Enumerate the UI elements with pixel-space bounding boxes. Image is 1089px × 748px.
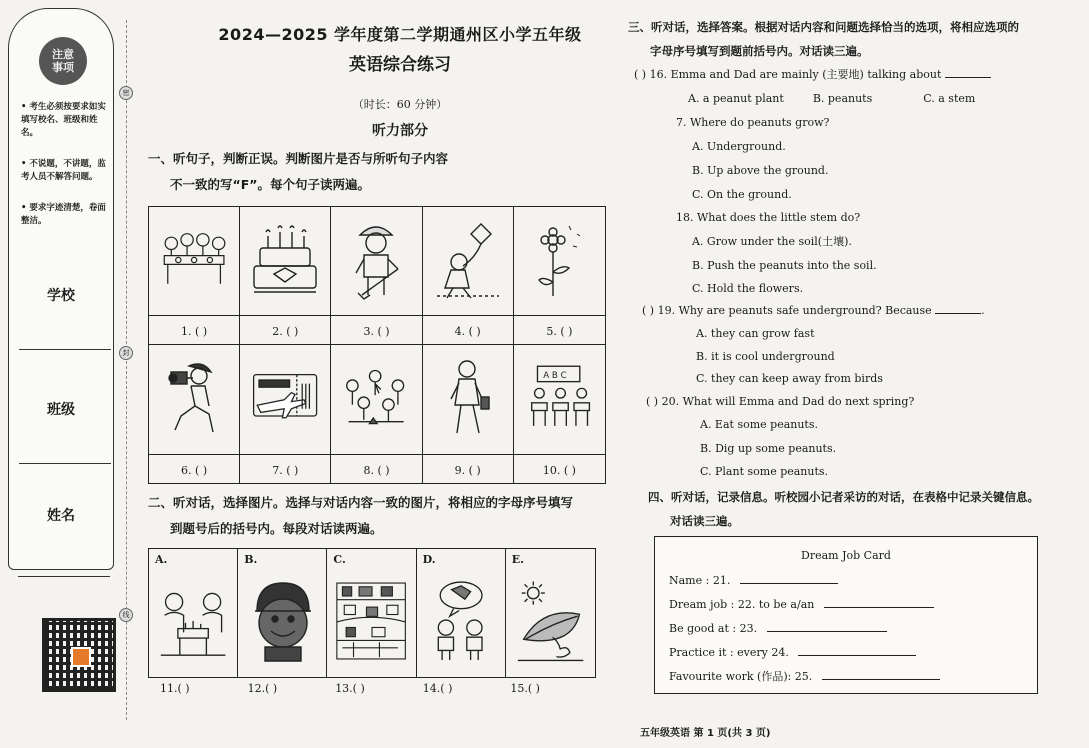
section3-instruction — [628, 18, 1068, 60]
binding-hole-icon: 线 — [119, 608, 133, 622]
option[interactable]: B. Push the peanuts into the soil. — [692, 259, 877, 272]
girl-kite-icon — [433, 217, 503, 303]
instruction-line: 对话读三遍。 — [670, 514, 739, 528]
picture-option-a — [149, 549, 238, 677]
answer-blank[interactable] — [935, 313, 981, 314]
section2-picture-row — [148, 548, 596, 678]
picture-cell-10 — [514, 345, 605, 483]
qr-code-icon — [42, 618, 116, 692]
answer-blank[interactable]: 10. ( ) — [542, 464, 576, 477]
dream-job-card — [654, 536, 1038, 694]
picture-cell-9 — [423, 345, 514, 483]
school-label: 学校 — [47, 288, 75, 304]
card-row-practice — [669, 645, 916, 659]
divider — [240, 454, 330, 455]
photographer-icon — [159, 355, 229, 441]
q16-options — [688, 92, 975, 105]
picture-cell-7 — [240, 345, 331, 483]
divider — [514, 454, 605, 455]
svg-text:A B C: A B C — [543, 370, 567, 381]
class-label: 班级 — [47, 402, 75, 418]
rule-item: • 考生必须按要求如实填写校名、班级和姓名。 — [21, 102, 106, 138]
card-row-good-at — [669, 621, 887, 635]
answer-blank[interactable]: 4. ( ) — [454, 325, 481, 338]
picture-cell-3 — [331, 207, 422, 345]
question-19: ( ) 19. Why are peanuts safe underground? Because . — [642, 304, 985, 317]
row-label: Favourite work (作品): 25. — [669, 670, 813, 683]
notice-badge: 注意 事项 — [39, 37, 87, 85]
option[interactable]: B. Up above the ground. — [692, 164, 829, 177]
card-row-dream-job — [669, 597, 934, 611]
divider — [331, 315, 421, 316]
option-letter: B. — [244, 553, 258, 566]
instruction-line: 四、听对话，记录信息。听校园小记者采访的对话，在表格中记录关键信息。 — [648, 490, 1039, 504]
picture-cell-5 — [514, 207, 605, 345]
option[interactable]: C. On the ground. — [692, 188, 792, 201]
instruction-line: 字母序号填写到题前括号内。对话读三遍。 — [650, 44, 869, 58]
answer-blank[interactable]: 1. ( ) — [181, 325, 208, 338]
instruction-line: 二、听对话，选择图片。选择与对话内容一致的图片，将相应的字母序号填写 — [148, 495, 574, 510]
plane-ticket-icon — [250, 355, 320, 441]
answer-blank[interactable]: 13.( ) — [335, 682, 365, 695]
answer-blank[interactable]: 7. ( ) — [272, 464, 299, 477]
section2-answer-row — [160, 682, 540, 695]
instruction-line: 三、听对话，选择答案。根据对话内容和问题选择恰当的选项，将相应选项的 — [628, 20, 1019, 34]
option-letter: D. — [422, 553, 436, 566]
answer-blank[interactable]: 12.( ) — [247, 682, 278, 695]
binding-hole-icon: 封 — [119, 346, 133, 360]
section1-instruction — [148, 150, 608, 194]
row-label: Name : 21. — [669, 574, 731, 587]
divider — [331, 454, 421, 455]
option[interactable]: A. Underground. — [692, 140, 786, 153]
option[interactable]: B. it is cool underground — [696, 350, 835, 363]
answer-line[interactable] — [767, 621, 887, 632]
name-label: 姓名 — [47, 508, 75, 524]
class-field[interactable] — [19, 463, 111, 464]
row-label: Be good at : 23. — [669, 622, 758, 635]
option-letter: A. — [155, 553, 168, 566]
picture-cell-8 — [331, 345, 422, 483]
answer-blank[interactable]: 8. ( ) — [363, 464, 390, 477]
picture-option-c — [327, 549, 416, 677]
option[interactable]: A. a peanut plant — [688, 92, 784, 105]
answer-blank[interactable]: 6. ( ) — [181, 464, 208, 477]
divider — [149, 454, 239, 455]
picture-option-d — [417, 549, 506, 677]
option[interactable]: A. they can grow fast — [696, 327, 815, 340]
card-row-favourite-work — [669, 668, 940, 684]
divider — [423, 454, 513, 455]
children-talking-icon — [425, 571, 497, 671]
birthday-cake-icon — [250, 217, 320, 303]
picture-cell-2 — [240, 207, 331, 345]
option-letter: E. — [511, 553, 525, 566]
row-label: Dream job : 22. to be a/an — [669, 598, 815, 611]
picture-option-e — [506, 549, 595, 677]
divider — [514, 315, 605, 316]
picture-cell-1 — [149, 207, 240, 345]
option-letter: C. — [333, 553, 346, 566]
answer-line[interactable] — [822, 669, 940, 680]
school-field[interactable] — [19, 349, 111, 350]
instruction-line: 一、听句子，判断正误。判断图片是否与所听句子内容 — [148, 151, 449, 166]
divider — [149, 315, 239, 316]
answer-blank[interactable]: 5. ( ) — [546, 325, 573, 338]
instruction-line: 不一致的写“F”。每个句子读两遍。 — [170, 177, 370, 192]
exam-title: 2024—2025 学年度第二学期通州区小学五年级 — [218, 25, 582, 44]
answer-blank[interactable]: 11.( ) — [160, 682, 190, 695]
picture-cell-6 — [149, 345, 240, 483]
question-20: ( ) 20. What will Emma and Dad do next spring? — [646, 395, 915, 408]
walking-boy-icon — [433, 355, 503, 441]
question-text: ( ) 16. Emma and Dad are mainly (主要地) talking about — [634, 68, 942, 81]
option[interactable]: A. Grow under the soil(土壤). — [692, 235, 852, 248]
part-title: 听力部分 — [372, 123, 428, 139]
option[interactable]: C. Plant some peanuts. — [700, 465, 829, 478]
picture-cell-4 — [423, 207, 514, 345]
answer-blank[interactable]: 3. ( ) — [363, 325, 390, 338]
card-row-name — [669, 573, 838, 587]
binding-hole-icon: 密 — [119, 86, 133, 100]
classroom-icon — [524, 355, 595, 441]
answer-line[interactable] — [740, 573, 838, 584]
picture-option-b — [238, 549, 327, 677]
answer-blank[interactable]: 2. ( ) — [272, 325, 299, 338]
option[interactable]: C. they can keep away from birds — [696, 372, 883, 385]
rule-item: • 要求字迹清楚，卷面整洁。 — [21, 203, 106, 226]
option[interactable]: B. peanuts — [812, 92, 873, 105]
exam-rules — [21, 101, 107, 246]
exam-duration: （时长：60 分钟） — [352, 98, 448, 111]
question-16 — [634, 68, 991, 82]
card-title: Dream Job Card — [801, 549, 891, 562]
chess-players-icon — [157, 571, 229, 671]
option[interactable]: A. Eat some peanuts. — [700, 418, 818, 431]
option[interactable]: B. Dig up some peanuts. — [700, 442, 837, 455]
family-dinner-icon — [159, 217, 229, 303]
name-field[interactable] — [18, 576, 110, 577]
smiling-boy-cap-icon — [246, 571, 318, 671]
answer-blank[interactable] — [945, 77, 991, 78]
student-info-strip — [8, 8, 114, 570]
section2-instruction — [148, 494, 608, 538]
question-18: 18. What does the little stem do? — [676, 211, 861, 224]
planting-trees-icon — [341, 355, 411, 441]
city-map-icon — [335, 571, 407, 671]
section1-picture-grid — [148, 206, 606, 484]
divider — [240, 315, 330, 316]
question-text: ( ) 19. Why are peanuts safe underground? Because — [642, 304, 932, 317]
exam-subtitle: 英语综合练习 — [349, 55, 451, 75]
answer-blank[interactable]: 15.( ) — [510, 682, 540, 695]
question-17: 7. Where do peanuts grow? — [676, 116, 830, 129]
answer-blank[interactable]: 14.( ) — [422, 682, 453, 695]
instruction-line: 到题号后的括号内。每段对话读两遍。 — [170, 521, 383, 536]
page-footer: 五年级英语 第 1 页(共 3 页) — [640, 728, 771, 739]
section4-instruction — [648, 488, 1078, 530]
flower-icon — [524, 217, 595, 303]
row-label: Practice it : every 24. — [669, 646, 789, 659]
option[interactable]: C. a stem — [923, 92, 976, 105]
answer-blank[interactable]: 9. ( ) — [454, 464, 481, 477]
worker-shovel-icon — [341, 217, 411, 303]
answer-line[interactable] — [798, 645, 916, 656]
divider — [423, 315, 513, 316]
rule-item: • 不说题，不讲题，监考人员不解答问题。 — [21, 159, 106, 182]
option[interactable]: C. Hold the flowers. — [692, 282, 804, 295]
answer-line[interactable] — [824, 597, 934, 608]
sun-leaf-icon — [514, 571, 587, 671]
